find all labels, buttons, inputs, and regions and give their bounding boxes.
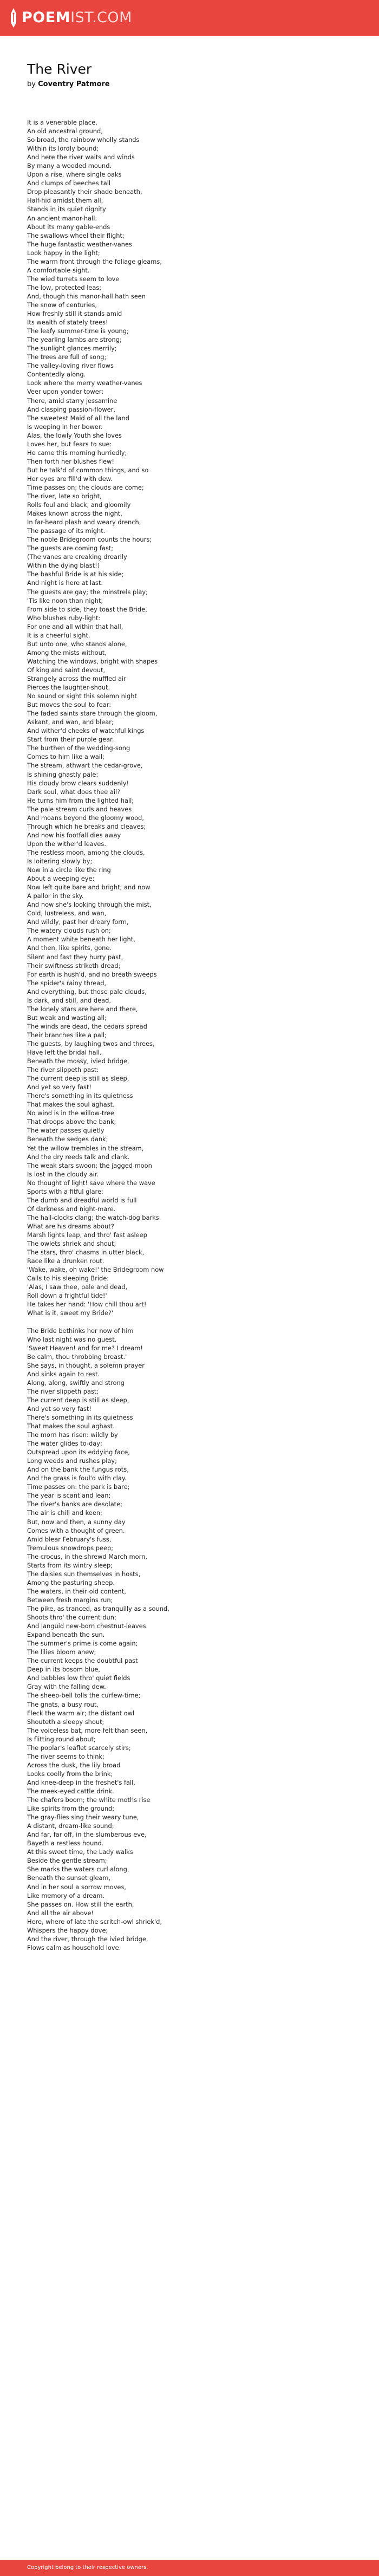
poem-line: 'Wake, wake, oh wake!' the Bridegroom now bbox=[27, 1266, 164, 1274]
poem-line: And yet so very fast! bbox=[27, 1404, 92, 1413]
poem-line: That makes the soul aghast. bbox=[27, 1101, 115, 1109]
poem-line: Comes to him like a wail; bbox=[27, 753, 104, 761]
poem-line: Her eyes are fill'd with dew. bbox=[27, 474, 113, 483]
poem-line: The leafy summer-time is young; bbox=[27, 327, 129, 335]
poem-line: And knee-deep in the freshet's fall, bbox=[27, 1778, 135, 1786]
poem-line: Is shining ghastly pale: bbox=[27, 770, 99, 778]
poem-byline bbox=[27, 79, 352, 90]
poem-line: And the grass is foul'd with clay. bbox=[27, 1474, 127, 1482]
poem-line: How freshly still it stands amid bbox=[27, 310, 122, 318]
poem-line: Look where the merry weather-vanes bbox=[27, 379, 142, 387]
brand-name bbox=[22, 7, 132, 29]
poem-line: A distant, dream-like sound; bbox=[27, 1822, 114, 1830]
poem-line: No wind is in the willow-tree bbox=[27, 1109, 114, 1117]
poem-line: And in her soul a sorrow moves, bbox=[27, 1883, 127, 1891]
poem-line: Looks coolly from the brink; bbox=[27, 1770, 113, 1778]
poem-line: The water passes quietly bbox=[27, 1127, 104, 1135]
poem-line: And clumps of beeches tall bbox=[27, 179, 111, 187]
poem-line: Be calm, thou throbbing breast.' bbox=[27, 1352, 127, 1361]
poem-line: And night is here at last. bbox=[27, 579, 103, 587]
poem-line: The current deep is still as sleep, bbox=[27, 1075, 129, 1083]
poem-line: Within its lordly bound; bbox=[27, 145, 99, 153]
poem-line: And here the river waits and winds bbox=[27, 153, 135, 161]
poem-line: It is a venerable place, bbox=[27, 119, 97, 126]
poem-line: There's something in its quietness bbox=[27, 1092, 133, 1100]
poem-line: Of darkness and night-mare. bbox=[27, 1205, 116, 1213]
poem-line: The lonely stars are here and there, bbox=[27, 1005, 138, 1013]
poem-line: And wither'd cheeks of watchful kings bbox=[27, 727, 145, 735]
poem-line: The sunlight glances merrily; bbox=[27, 344, 117, 353]
poem-line: The waters, in their old content, bbox=[27, 1587, 126, 1595]
poem-line: She says, in thought, a solemn prayer bbox=[27, 1361, 145, 1369]
poem-line: The current keeps the doubtful past bbox=[27, 1657, 138, 1665]
poem-line: Have left the bridal hall. bbox=[27, 1049, 102, 1057]
poem-line: The guests are gay; the minstrels play; bbox=[27, 588, 148, 596]
poem-line: 'Sweet Heaven! and for me? I dream! bbox=[27, 1344, 143, 1352]
poem-line: Marsh lights leap, and thro' fast asleep bbox=[27, 1231, 147, 1239]
poem-line: The valley-loving river flows bbox=[27, 362, 114, 370]
poem-line: Across the dusk, the lily broad bbox=[27, 1761, 121, 1769]
poem-line: An old ancestral ground, bbox=[27, 127, 103, 135]
poem-line: For earth is hush'd, and no breath sweeps bbox=[27, 970, 157, 978]
brand-strong: POEM bbox=[22, 9, 71, 26]
poem-line: Deep in its bosom blue, bbox=[27, 1666, 100, 1674]
poem-line: For one and all within that hall, bbox=[27, 622, 123, 630]
poem-line: But moves the soul to fear: bbox=[27, 701, 112, 709]
poem-content bbox=[27, 48, 352, 1961]
poem-line: Beneath the sunset gleam, bbox=[27, 1874, 111, 1882]
poem-line: And everything, but those pale clouds, bbox=[27, 987, 147, 996]
poem-line: At this sweet time, the Lady walks bbox=[27, 1848, 133, 1856]
poem-line: She passes on. How still the earth, bbox=[27, 1900, 134, 1908]
poem-line: The river slippeth past: bbox=[27, 1066, 99, 1074]
author-link[interactable]: Coventry Patmore bbox=[38, 80, 110, 88]
poem-line: And on the bank the fungus rots, bbox=[27, 1466, 129, 1474]
poem-line: The river, late so bright, bbox=[27, 492, 102, 500]
poem-line: The voiceless bat, more felt than seen, bbox=[27, 1726, 148, 1734]
poem-line: Among the pasturing sheep. bbox=[27, 1578, 115, 1586]
poem-line: The faded saints stare through the gloom, bbox=[27, 710, 158, 718]
poem-line: Stands in its quiet dignity bbox=[27, 205, 106, 213]
poem-line: Makes known across the night, bbox=[27, 510, 122, 518]
poem-line: The sheep-bell tolls the curfew-time; bbox=[27, 1692, 141, 1700]
site-header bbox=[0, 0, 379, 36]
poem-line: The chafers boom; the white moths rise bbox=[27, 1796, 151, 1804]
poem-line: Now in a circle like the ring bbox=[27, 866, 111, 874]
poem-line: Cold, lustreless, and wan, bbox=[27, 909, 107, 918]
poem-line: There's something in its quietness bbox=[27, 1413, 133, 1421]
poem-line: Watching the windows, bright with shapes bbox=[27, 657, 158, 665]
poem-line: Loves her, but fears to sue: bbox=[27, 440, 112, 448]
poem-line: The trees are full of song; bbox=[27, 353, 107, 361]
poem-line: Is lost in the cloudy air. bbox=[27, 1170, 99, 1178]
poem-line: Look happy in the light; bbox=[27, 249, 100, 257]
poem-line: Expand beneath the sun. bbox=[27, 1631, 105, 1639]
poem-line: Upon a rise, where single oaks bbox=[27, 171, 122, 179]
poem-line: The burthen of the wedding-song bbox=[27, 744, 130, 752]
poem-line: Shoots thro' the current dun; bbox=[27, 1614, 116, 1622]
poem-line: The owlets shriek and shout; bbox=[27, 1240, 116, 1248]
poem-line: The stars, thro' chasms in utter black, bbox=[27, 1248, 145, 1257]
poem-line: Yet the willow trembles in the stream, bbox=[27, 1144, 144, 1152]
poem-line: The sweetest Maid of all the land bbox=[27, 414, 129, 422]
poem-line: Tremulous snowdrops peep; bbox=[27, 1544, 114, 1552]
pen-icon bbox=[10, 8, 17, 28]
poem-line: The wied turrets seem to love bbox=[27, 275, 120, 283]
poem-line: Silent and fast they hurry past, bbox=[27, 953, 123, 961]
poem-line: 'Tis like noon than night; bbox=[27, 596, 103, 604]
poem-line: Veer upon yonder tower: bbox=[27, 388, 104, 396]
poem-line: And the river, through the ivied bridge, bbox=[27, 1935, 148, 1943]
poem-line: The stream, athwart the cedar-grove, bbox=[27, 762, 143, 770]
poem-line: Whispers the happy dove; bbox=[27, 1926, 108, 1934]
poem-line: Now left quite bare and bright; and now bbox=[27, 883, 151, 892]
poem-line: And wildly, past her dreary form, bbox=[27, 918, 129, 926]
poem-line: The crocus, in the shrewd March morn, bbox=[27, 1552, 147, 1560]
poem-line: Long weeds and rushes play; bbox=[27, 1457, 117, 1465]
poem-line: Fleck the warm air; the distant owl bbox=[27, 1709, 135, 1717]
poem-line: The river slippeth past; bbox=[27, 1387, 99, 1395]
poem-line: Half-hid amidst them all, bbox=[27, 197, 103, 205]
poem-line: Between fresh margins run; bbox=[27, 1596, 113, 1604]
poem-line: The winds are dead, the cedars spread bbox=[27, 1022, 147, 1030]
poem-line: Strangely across the muffled air bbox=[27, 675, 126, 682]
poem-line: In far-heard plash and weary drench, bbox=[27, 518, 141, 526]
poem-line: Askant, and wan, and blear; bbox=[27, 718, 114, 726]
poem-line: Their swiftness striketh dread; bbox=[27, 961, 121, 970]
poem-line: But weak and wasting all; bbox=[27, 1013, 107, 1022]
poem-line: But unto one, who stands alone, bbox=[27, 640, 127, 648]
poem-line: The low, protected leas; bbox=[27, 283, 102, 291]
poem-line: And the dry reeds talk and clank. bbox=[27, 1153, 130, 1161]
poem-line: Pierces the laughter-shout. bbox=[27, 684, 110, 692]
poem-line: Gray with the falling dew. bbox=[27, 1683, 106, 1691]
poem-line: Is weeping in her bower. bbox=[27, 422, 103, 431]
poem-line: The morn has risen: wildly by bbox=[27, 1431, 118, 1439]
poem-line: Is loitering slowly by; bbox=[27, 857, 93, 865]
poem-line: 'Alas, I saw thee, pale and dead, bbox=[27, 1283, 128, 1291]
poem-line: He turns him from the lighted hall; bbox=[27, 796, 134, 804]
poem-line: Start from their purple gear. bbox=[27, 736, 114, 744]
poem-line: A moment white beneath her light, bbox=[27, 935, 135, 944]
poem-line: The passage of its might. bbox=[27, 527, 106, 535]
poem-line: Of king and saint devout, bbox=[27, 666, 106, 674]
poem-line: The water glides to-day; bbox=[27, 1440, 102, 1448]
poem-line: Bayeth a restless hound. bbox=[27, 1839, 104, 1848]
poem-line: Is dark, and still, and dead. bbox=[27, 996, 111, 1004]
poem-line: And languid new-born chestnut-leaves bbox=[27, 1622, 146, 1630]
site-logo[interactable] bbox=[10, 7, 132, 29]
copyright-text: Copyright belong to their respective owners. bbox=[27, 2565, 148, 2571]
poem-line: Is flitting round about; bbox=[27, 1735, 96, 1743]
poem-line: Comes with a thought of green. bbox=[27, 1526, 125, 1534]
poem-line: Like spirits from the ground; bbox=[27, 1805, 115, 1813]
poem-line: A pallor in the sky. bbox=[27, 892, 84, 900]
poem-line: So broad, the rainbow wholly stands bbox=[27, 136, 140, 144]
poem-line: An ancient manor-hall. bbox=[27, 214, 97, 222]
poem-line: Calls to his sleeping Bride: bbox=[27, 1274, 109, 1283]
poem-line: The huge fantastic weather-vanes bbox=[27, 240, 132, 248]
poem-line: Time passes on: the park is bare; bbox=[27, 1483, 130, 1491]
brand-light: IST.COM bbox=[70, 9, 132, 26]
poem-line: The swallows wheel their flight; bbox=[27, 231, 125, 239]
poem-line: And clasping passion-flower, bbox=[27, 405, 115, 413]
poem-line: Who blushes ruby-light: bbox=[27, 614, 101, 622]
poem-line: The air is chill and keen; bbox=[27, 1509, 102, 1517]
poem-line: What are his dreams about? bbox=[27, 1222, 114, 1230]
poem-line: The spider's rainy thread, bbox=[27, 979, 107, 987]
poem-line: The river's banks are desolate; bbox=[27, 1500, 122, 1508]
poem-line: And yet so very fast! bbox=[27, 1083, 92, 1091]
poem-title: The River bbox=[27, 61, 92, 77]
poem-line: Dark soul, what does thee ail? bbox=[27, 788, 121, 796]
poem-line: The pale stream curls and heaves bbox=[27, 805, 132, 813]
poem-line: Shouteth a sleepy shout; bbox=[27, 1718, 104, 1726]
poem-line: Starts from its wintry sleep; bbox=[27, 1561, 113, 1569]
poem-line: The river seems to think; bbox=[27, 1752, 104, 1760]
poem-line: Beside the gentle stream; bbox=[27, 1857, 107, 1865]
poem-line: He takes her hand: 'How chill thou art! bbox=[27, 1300, 147, 1309]
poem-line: Beneath the sedges dank; bbox=[27, 1135, 108, 1143]
poem-line: A comfortable sight. bbox=[27, 266, 90, 274]
poem-line: And all the air above! bbox=[27, 1909, 94, 1917]
poem-line: Roll down a frightful tide!' bbox=[27, 1292, 107, 1300]
poem-line: Through which he breaks and cleaves; bbox=[27, 822, 146, 830]
poem-line: But he talk'd of common things, and so bbox=[27, 466, 149, 474]
poem-line: Upon the wither'd leaves. bbox=[27, 840, 106, 848]
poem-line: And now she's looking through the mist, bbox=[27, 901, 152, 909]
by-label: by bbox=[27, 80, 36, 88]
poem-line: The lilies bloom anew; bbox=[27, 1648, 96, 1656]
poem-line: About its many gable-ends bbox=[27, 223, 110, 231]
poem-line: Among the mists without, bbox=[27, 648, 107, 656]
poem-line: And far, far off, in the slumberous eve, bbox=[27, 1831, 147, 1839]
poem-line: The guests are coming fast; bbox=[27, 544, 114, 552]
poem-line: And, though this manor-hall hath seen bbox=[27, 292, 146, 300]
poem-line: And moans beyond the gloomy wood, bbox=[27, 814, 144, 822]
poem-line: The noble Bridegroom counts the hours; bbox=[27, 536, 152, 544]
poem-line: Amid blear February's fuss, bbox=[27, 1535, 112, 1543]
poem-line: Rolls foul and black, and gloomily bbox=[27, 501, 131, 509]
poem-line: He came this morning hurriedly; bbox=[27, 448, 127, 457]
poem-line: Time passes on; the clouds are come; bbox=[27, 483, 144, 491]
poem-line: And now his footfall dies away bbox=[27, 831, 121, 839]
poem-line: The restless moon, among the clouds, bbox=[27, 848, 145, 856]
poem-line: The gray-flies sing their weary tune, bbox=[27, 1813, 139, 1822]
poem-body bbox=[27, 118, 352, 1952]
poem-line: The hall-clocks clang; the watch-dog barks. bbox=[27, 1213, 161, 1221]
poem-line: The summer's prime is come again; bbox=[27, 1640, 138, 1648]
poem-line: And babbles low thro' quiet fields bbox=[27, 1674, 130, 1682]
poem-line: The meek-eyed cattle drink. bbox=[27, 1787, 114, 1795]
poem-line: The guests, by laughing twos and threes, bbox=[27, 1039, 155, 1048]
poem-line: That makes the soul aghast. bbox=[27, 1422, 115, 1430]
poem-line: The bashful Bride is at his side; bbox=[27, 570, 124, 578]
poem-line: The weak stars swoon; the jagged moon bbox=[27, 1161, 152, 1169]
poem-line: Sports with a fitful glare: bbox=[27, 1187, 103, 1195]
poem-line: Who last night was no guest. bbox=[27, 1335, 117, 1343]
poem-line: Their branches like a pall; bbox=[27, 1031, 107, 1039]
poem-line: The current deep is still as sleep, bbox=[27, 1396, 129, 1404]
poem-line: Its wealth of stately trees! bbox=[27, 318, 108, 327]
poem-line: Flows calm as household love. bbox=[27, 1943, 121, 1951]
poem-line: She marks the waters curl along, bbox=[27, 1865, 129, 1874]
stanza bbox=[27, 1326, 352, 1952]
poem-line: The year is scant and lean; bbox=[27, 1492, 111, 1500]
poem-line: Outspread upon its eddying face, bbox=[27, 1448, 130, 1456]
poem-line: His cloudy brow clears suddenly! bbox=[27, 779, 129, 787]
poem-line: There, amid starry jessamine bbox=[27, 396, 117, 405]
poem-line: Then forth her blushes flew! bbox=[27, 457, 114, 465]
site-footer bbox=[0, 2560, 379, 2576]
poem-line: Contentedly along. bbox=[27, 370, 86, 379]
poem-line: That droops above the bank; bbox=[27, 1118, 116, 1126]
poem-line: (The vanes are creaking drearily bbox=[27, 553, 127, 561]
poem-line: The snow of centuries, bbox=[27, 301, 97, 309]
poem-line: From side to side, they toast the Bride, bbox=[27, 605, 147, 613]
poem-line: No thought of light! save where the wave bbox=[27, 1179, 155, 1187]
poem-line: By many a wooded mound. bbox=[27, 162, 112, 170]
poem-line: Like memory of a dream. bbox=[27, 1891, 105, 1900]
poem-line: Along, along, swiftly and strong bbox=[27, 1378, 125, 1387]
poem-line: The yearling lambs are strong; bbox=[27, 336, 122, 344]
poem-line: Alas, the lowly Youth she loves bbox=[27, 431, 122, 439]
poem-line: Within the dying blast!) bbox=[27, 562, 100, 570]
poem-line: It is a cheerful sight. bbox=[27, 631, 90, 639]
stanza bbox=[27, 118, 352, 1317]
poem-line: What is it, sweet my Bride?' bbox=[27, 1309, 114, 1317]
poem-line: The Bride bethinks her now of him bbox=[27, 1326, 134, 1335]
poem-line: The poplar's leaflet scarcely stirs; bbox=[27, 1744, 131, 1752]
poem-line: And then, like spirits, gone. bbox=[27, 944, 112, 952]
poem-line: And sinks again to rest. bbox=[27, 1370, 100, 1378]
poem-line: Beneath the mossy, ivied bridge, bbox=[27, 1057, 129, 1065]
poem-line: The warm front through the foliage gleams, bbox=[27, 257, 162, 265]
poem-line: But, now and then, a sunny day bbox=[27, 1518, 126, 1526]
poem-line: The dumb and dreadful world is full bbox=[27, 1196, 137, 1204]
poem-line: Here, where of late the scritch-owl shriek'd, bbox=[27, 1917, 162, 1926]
poem-line: Race like a drunken rout. bbox=[27, 1257, 104, 1265]
poem-line: About a weeping eye; bbox=[27, 875, 95, 883]
poem-line: The pike, as tranced, as tranquilly as a sound, bbox=[27, 1605, 169, 1612]
poem-line: The gnats, a busy rout, bbox=[27, 1700, 99, 1708]
poem-line: No sound or sight this solemn night bbox=[27, 692, 137, 700]
poem-line: The daisies sun themselves in hosts, bbox=[27, 1570, 141, 1578]
poem-line: The watery clouds rush on; bbox=[27, 927, 111, 935]
poem-line: Drop pleasantly their shade beneath, bbox=[27, 188, 142, 196]
